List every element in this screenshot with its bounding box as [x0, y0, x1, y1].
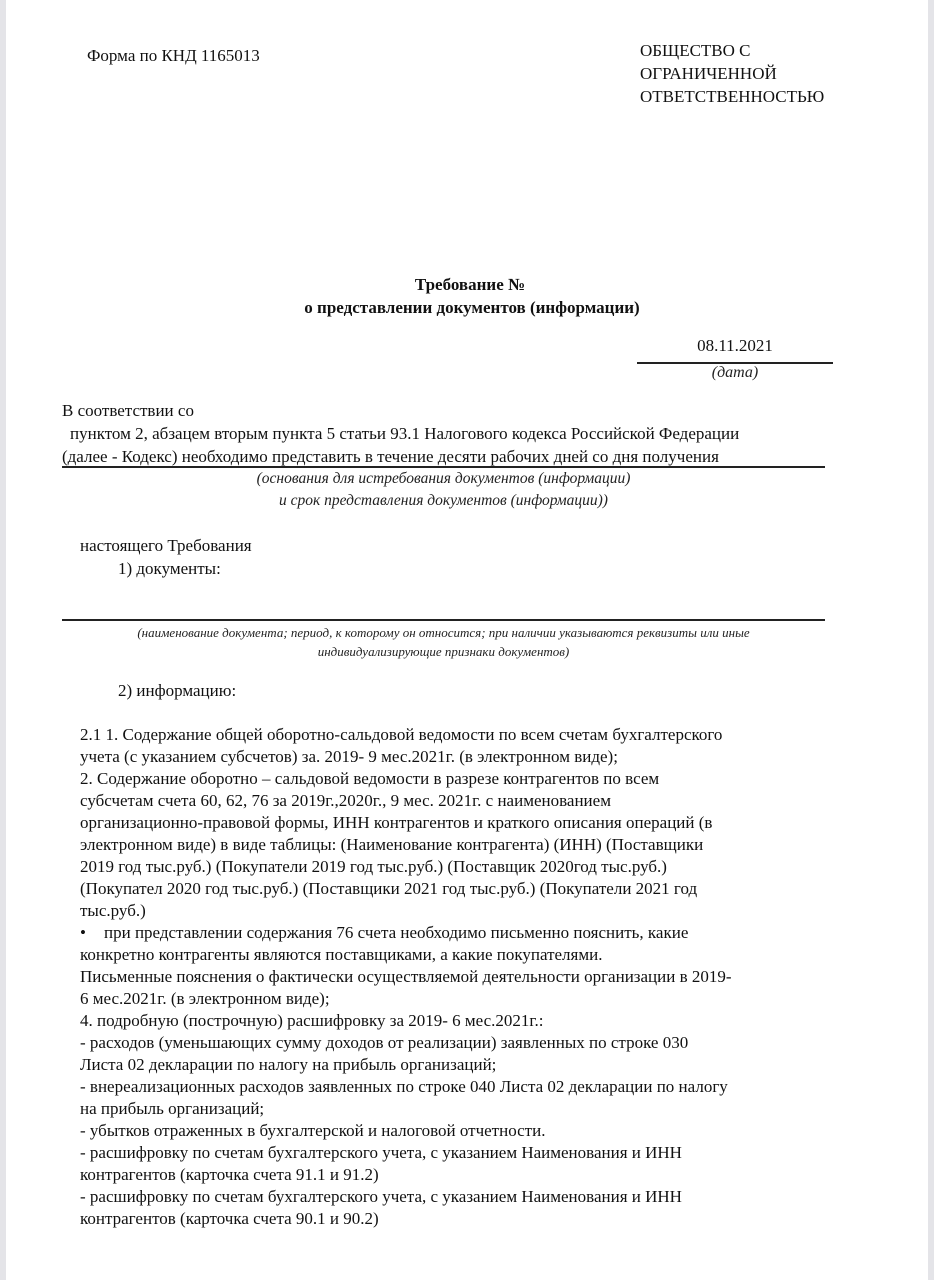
- intro-text: настоящего Требования: [80, 536, 252, 555]
- bullet-icon: •: [80, 923, 86, 942]
- body-line: контрагентов (карточка счета 90.1 и 90.2): [80, 1209, 379, 1228]
- caption-line: индивидуализирующие признаки документов): [317, 644, 570, 659]
- requirement-intro: [80, 534, 252, 580]
- information-body: [80, 724, 732, 1230]
- body-line: - расшифровку по счетам бухгалтерского учета, с указанием Наименования и ИНН: [80, 1187, 682, 1206]
- body-line: электронном виде) в виде таблицы: (Наименование контрагента) (ИНН) (Поставщики: [80, 835, 704, 854]
- page-edge-right: [928, 0, 934, 1280]
- body-line: учета (с указанием субсчетов) за. 2019- 9 мес.2021г. (в электронном виде);: [80, 747, 618, 766]
- body-line: конкретно контрагенты являются поставщиками, а какие покупателями.: [80, 945, 603, 964]
- page-edge-left: [0, 0, 6, 1280]
- body-line: контрагентов (карточка счета 91.1 и 91.2): [80, 1165, 379, 1184]
- title-line-1: Требование №: [414, 275, 526, 294]
- form-code: Форма по КНД 1165013: [87, 46, 260, 65]
- body-line: Письменные пояснения о фактически осуществляемой деятельности организации в 2019-: [80, 967, 732, 986]
- organization-line: ОБЩЕСТВО С: [640, 41, 751, 60]
- basis-text: [62, 399, 739, 468]
- body-line: субсчетам счета 60, 62, 76 за 2019г.,2020г., 9 мес. 2021г. с наименованием: [80, 791, 611, 810]
- body-line: - расходов (уменьшающих сумму доходов от реализации) заявленных по строке 030: [80, 1033, 689, 1052]
- body-line: (Покупател 2020 год тыс.руб.) (Поставщики 2021 год тыс.руб.) (Покупатели 2021 год: [80, 879, 698, 898]
- organization-line: ОТВЕТСТВЕННОСТЬЮ: [640, 87, 825, 106]
- caption-line: и срок представления документов (информации)): [279, 492, 608, 509]
- body-line: тыс.руб.): [80, 901, 146, 920]
- body-line: - расшифровку по счетам бухгалтерского учета, с указанием Наименования и ИНН: [80, 1143, 682, 1162]
- basis-caption: [62, 468, 825, 512]
- bullet-item: [80, 922, 732, 944]
- body-line: организационно-правовой формы, ИНН контрагентов и краткого описания операций (в: [80, 813, 713, 832]
- documents-caption: [62, 623, 825, 661]
- body-line: - убытков отраженных в бухгалтерской и налоговой отчетности.: [80, 1121, 546, 1140]
- information-label: 2) информацию:: [118, 681, 237, 700]
- date-caption: (дата): [711, 364, 759, 381]
- document-title: [0, 273, 934, 319]
- body-line: 2. Содержание оборотно – сальдовой ведомости в разрезе контрагентов по всем: [80, 769, 660, 788]
- body-line: 2019 год тыс.руб.) (Покупатели 2019 год тыс.руб.) (Поставщик 2020год тыс.руб.): [80, 857, 667, 876]
- documents-label: 1) документы:: [118, 559, 221, 578]
- date-value: 08.11.2021: [697, 336, 773, 355]
- organization-name: [640, 39, 824, 108]
- caption-line: (наименование документа; период, к которому он относится; при наличии указываются реквизиты или иные: [137, 625, 750, 640]
- title-line-2: о представлении документов (информации): [304, 298, 640, 317]
- body-line: 2.1 1. Содержание общей оборотно-сальдовой ведомости по всем счетам бухгалтерского: [80, 725, 723, 744]
- body-line: - внереализационных расходов заявленных по строке 040 Листа 02 декларации по налогу: [80, 1077, 728, 1096]
- body-line: 6 мес.2021г. (в электронном виде);: [80, 989, 330, 1008]
- basis-line: (далее - Кодекс) необходимо представить в течение десяти рабочих дней со дня получения: [62, 447, 719, 466]
- organization-line: ОГРАНИЧЕННОЙ: [640, 64, 777, 83]
- body-line: 4. подробную (построчную) расшифровку за 2019- 6 мес.2021г.:: [80, 1011, 544, 1030]
- basis-line: пунктом 2, абзацем вторым пункта 5 статьи 93.1 Налогового кодекса Российской Федерации: [70, 424, 740, 443]
- documents-underline: [62, 619, 825, 621]
- body-line: на прибыль организаций;: [80, 1099, 265, 1118]
- body-line: Листа 02 декларации по налогу на прибыль организаций;: [80, 1055, 497, 1074]
- caption-line: (основания для истребования документов (информации): [256, 470, 631, 487]
- basis-line: В соответствии со: [62, 401, 194, 420]
- bullet-text: при представлении содержания 76 счета необходимо письменно пояснить, какие: [104, 923, 689, 942]
